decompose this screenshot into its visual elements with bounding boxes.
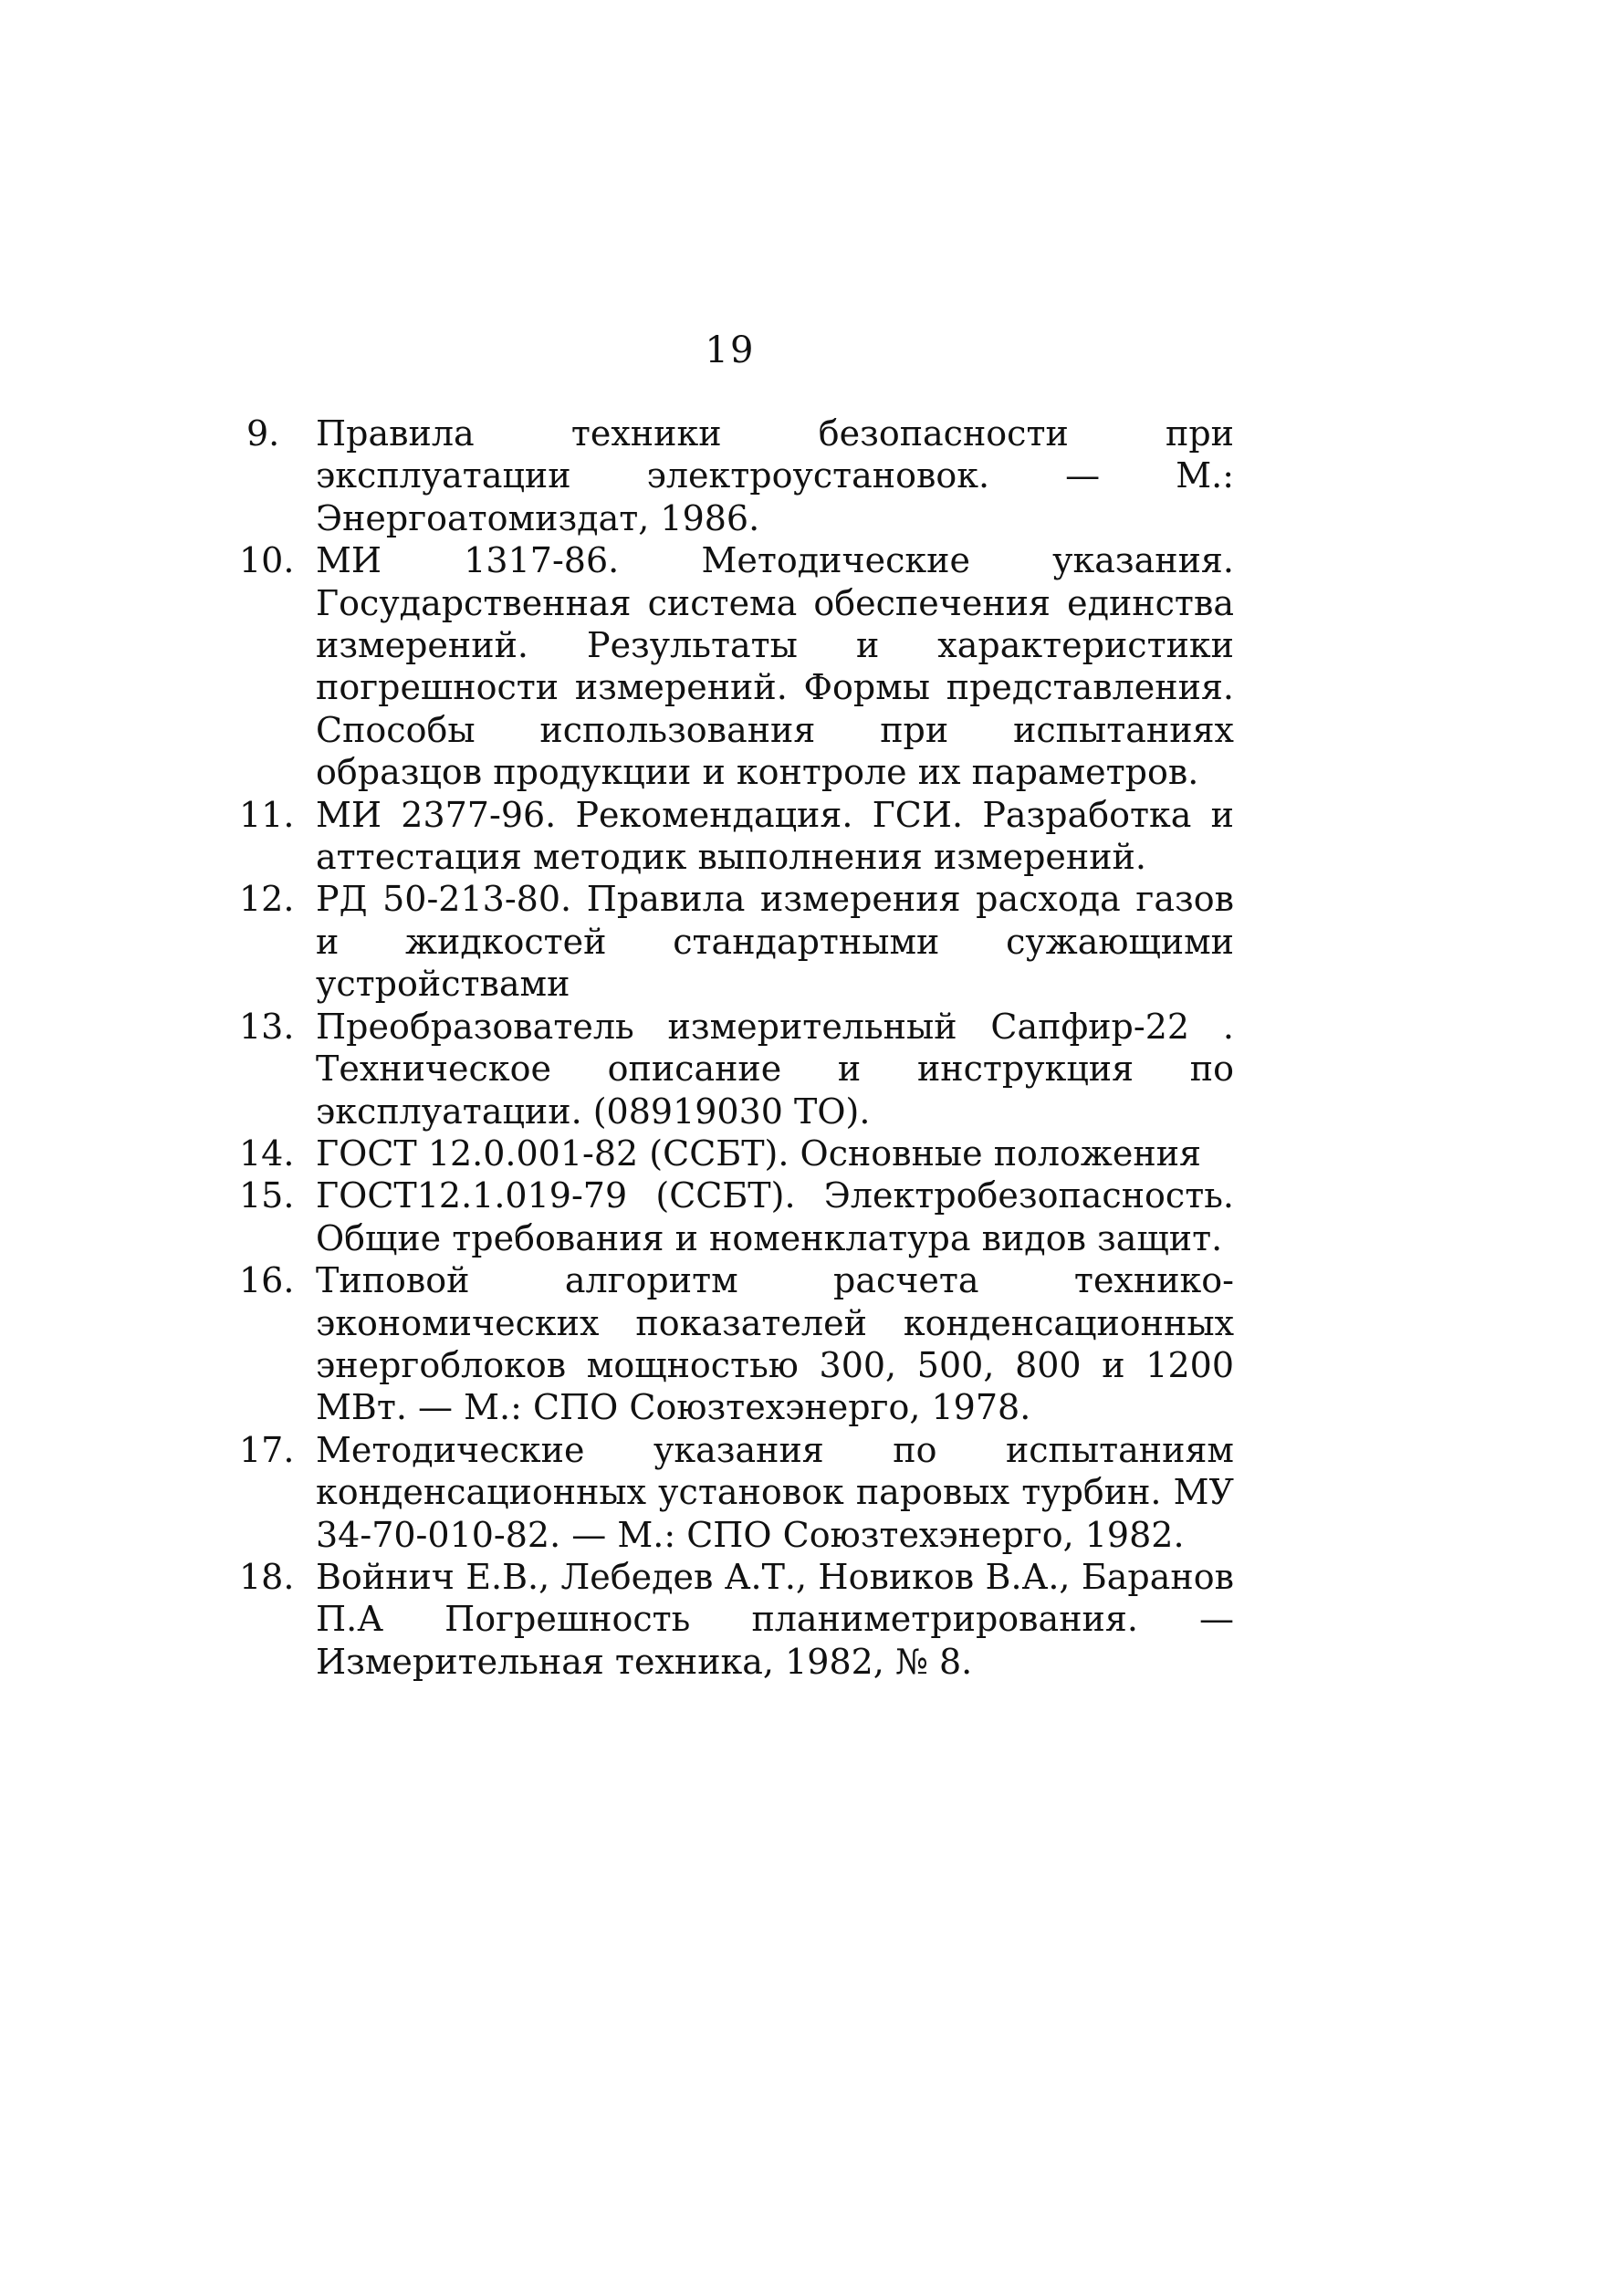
reference-text: Правила техники безопасности при эксплуатации электроустановок. — М.: Энергоатомиздат, 1986. [316,413,1234,538]
reference-item-12 [239,878,1234,1005]
reference-list [239,412,1234,1683]
reference-text: Типовой алгоритм расчета технико-экономических показателей конденсационных энергоблоков мощностью 300, 500, 800 и 1200 МВт. — М.: СПО Союзтехэнерго, 1978. [316,1260,1234,1428]
reference-text: ГОСТ 12.0.001-82 (ССБТ). Основные положения [316,1132,1202,1174]
reference-item-9 [239,412,1234,539]
reference-text: РД 50-213-80. Правила измерения расхода газов и жидкостей стандартными сужающими устройствами [316,879,1234,1005]
reference-item-14 [239,1132,1234,1174]
reference-item-11 [239,794,1234,879]
reference-text: МИ 1317-86. Методические указания. Государственная система обеспечения единства измерений. Результаты и характеристики погрешности измерений. Формы представления. Способы использования при испытаниях образцов продукции и контроле их параметров. [316,540,1234,793]
reference-number: 9. [246,413,280,454]
reference-number: 10. [239,540,295,581]
reference-text: Преобразователь измерительный Сапфир-22 . Техническое описание и инструкция по эксплуатации. (08919030 ТО). [316,1006,1234,1132]
reference-number: 14. [239,1132,295,1174]
reference-item-17 [239,1429,1234,1556]
page-number: 19 [705,329,756,371]
reference-text: Войнич Е.В., Лебедев А.Т., Новиков В.А., Баранов П.А Погрешность планиметрирования. — Измерительная техника, 1982, № 8. [316,1556,1234,1682]
reference-text: Методические указания по испытаниям конденсационных установок паровых турбин. МУ 34-70-010-82. — М.: СПО Союзтехэнерго, 1982. [316,1429,1234,1555]
reference-number: 11. [239,794,295,835]
reference-item-18 [239,1556,1234,1683]
reference-number: 12. [239,879,295,920]
reference-item-13 [239,1006,1234,1132]
reference-item-16 [239,1259,1234,1429]
reference-number: 18. [239,1556,295,1597]
reference-number: 17. [239,1429,295,1470]
reference-number: 15. [239,1175,295,1216]
reference-number: 13. [239,1006,295,1047]
reference-item-15 [239,1174,1234,1259]
reference-item-10 [239,539,1234,793]
reference-text: МИ 2377-96. Рекомендация. ГСИ. Разработка и аттестация методик выполнения измерений. [316,794,1234,878]
reference-text: ГОСТ12.1.019-79 (ССБТ). Электробезопасность. Общие требования и номенклатура видов защит. [316,1175,1234,1258]
reference-number: 16. [239,1260,295,1301]
